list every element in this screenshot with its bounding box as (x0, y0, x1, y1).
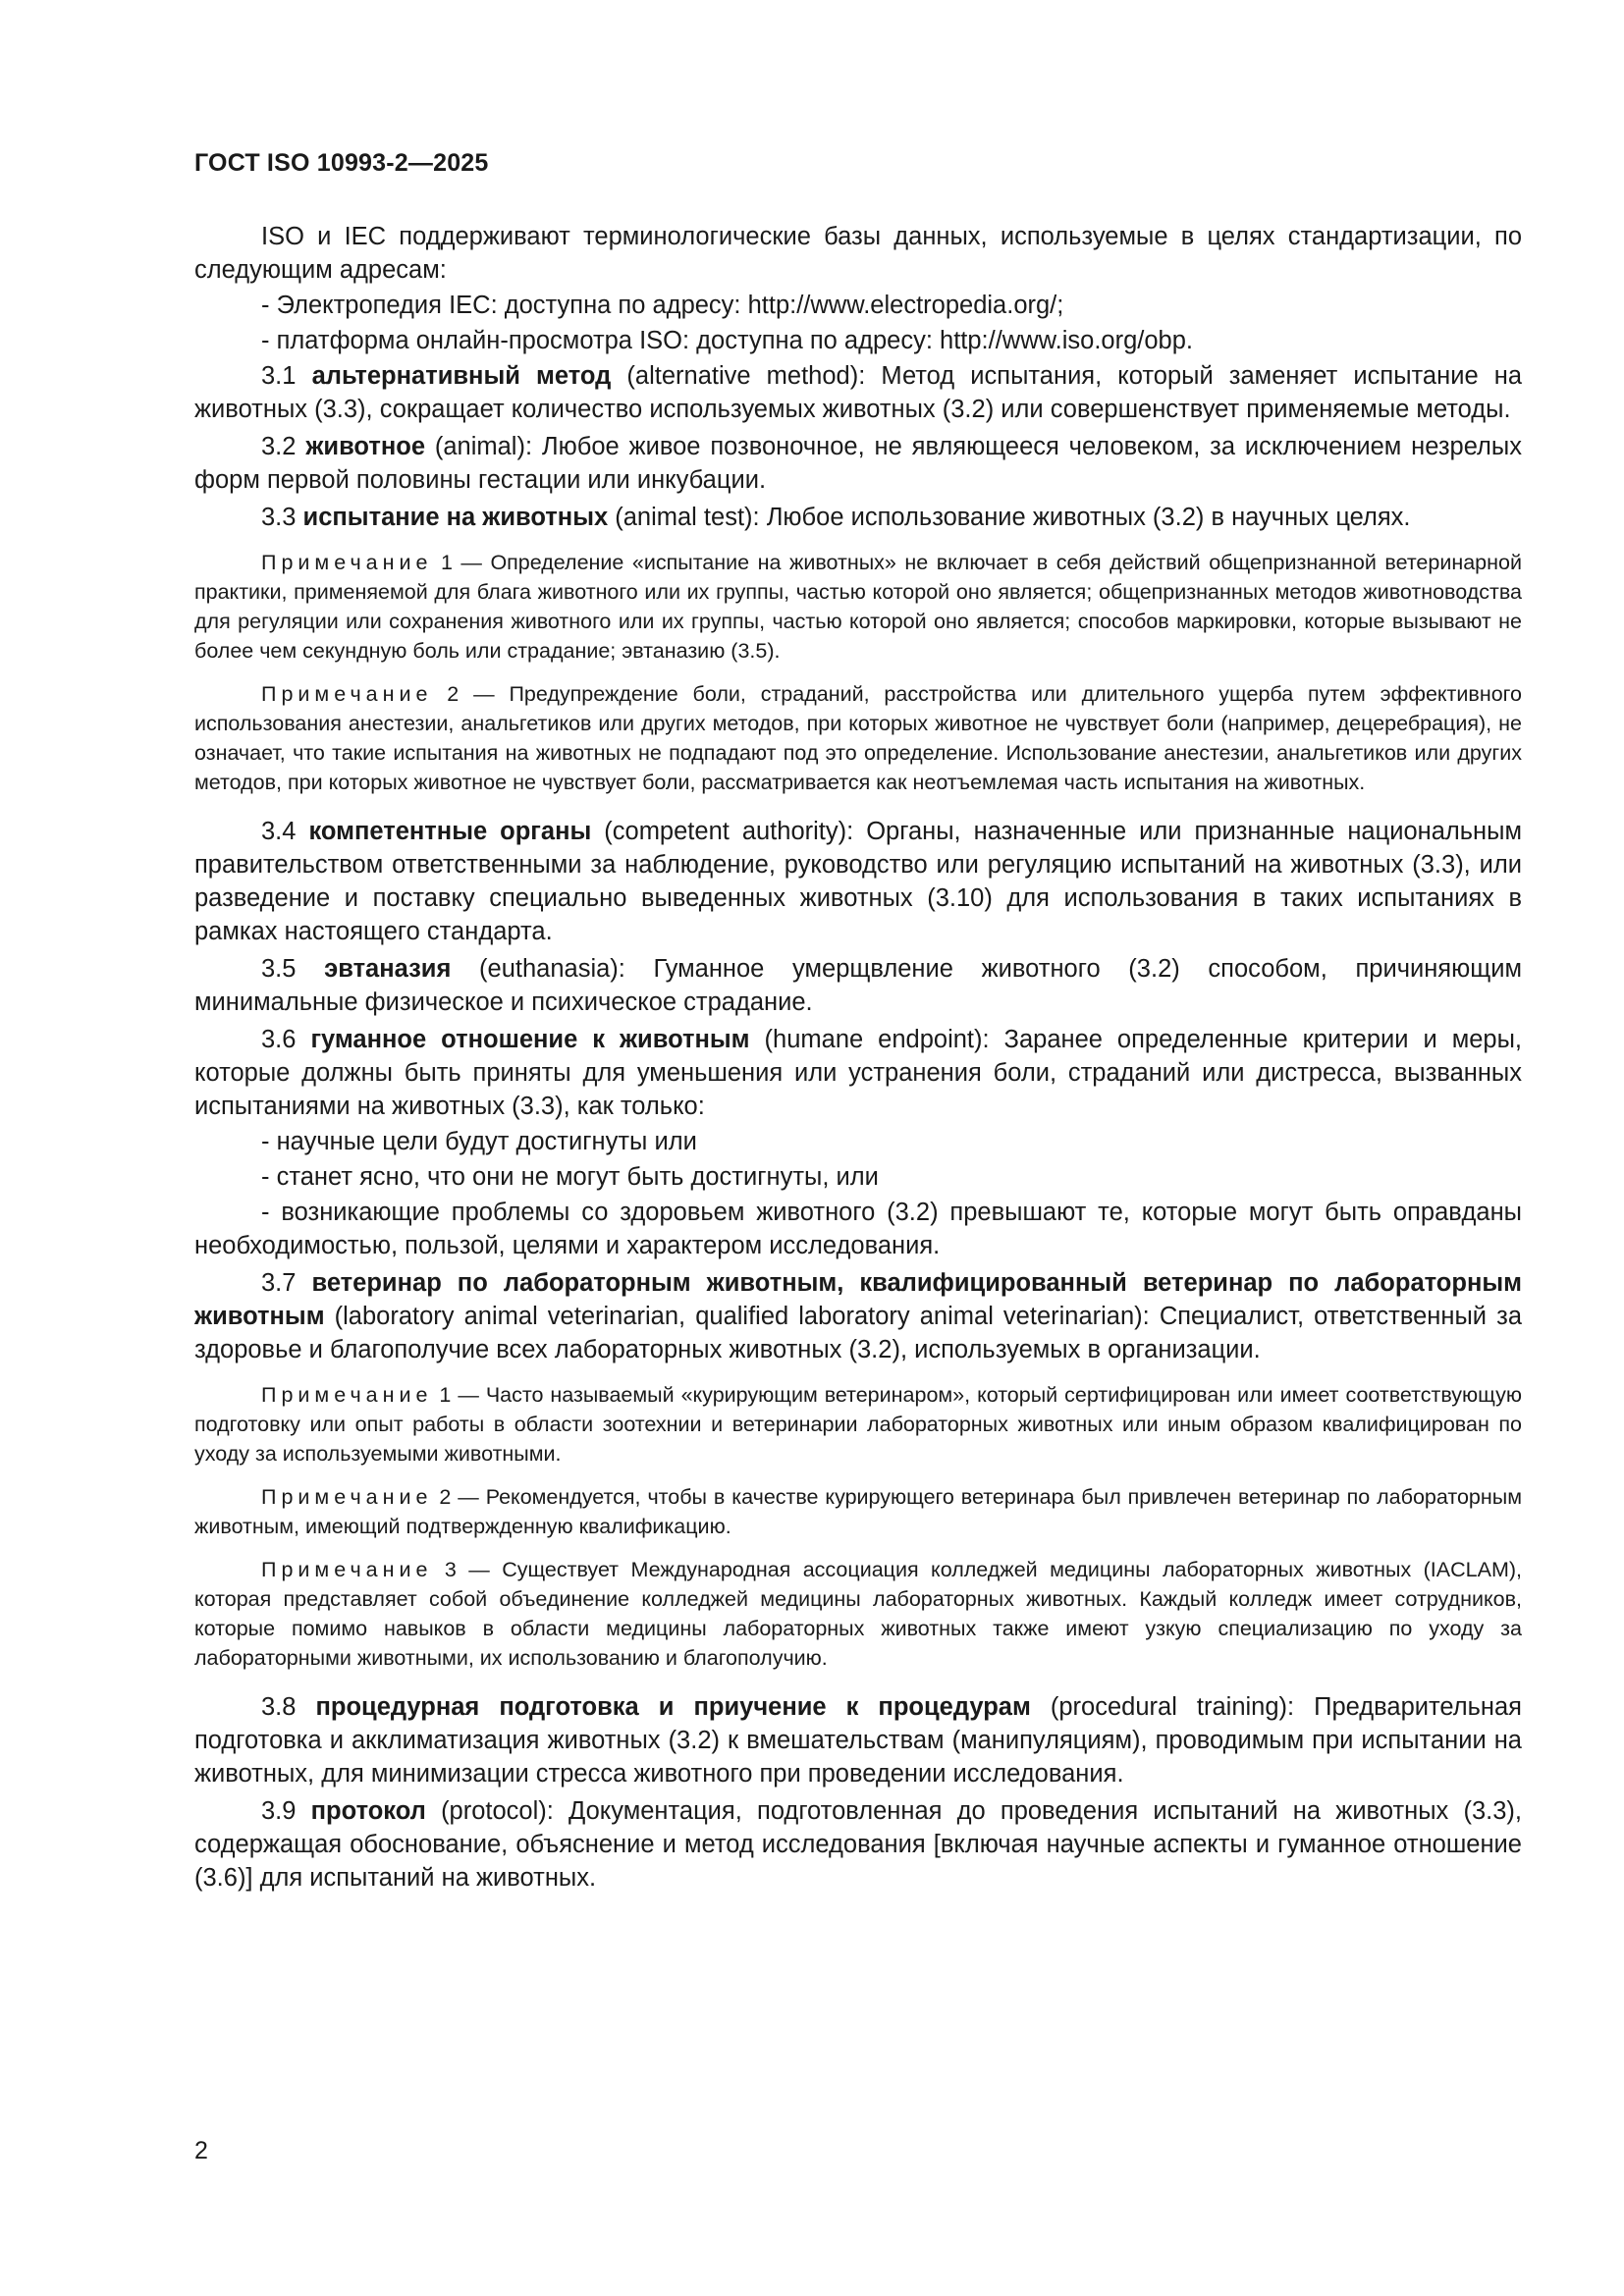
term-3-6-list-item: - возникающие проблемы со здоровьем животного (3.2) превышают те, которые могут быть оправданы необходимостью, пользой, целями и характером исследования. (194, 1199, 1522, 1259)
document-body (194, 220, 1522, 1896)
notes-3-3 (194, 548, 1522, 797)
note: Примечание 3 — Существует Международная ассоциация колледжей медицины лабораторных животных (IACLAM), которая представляет собой объединение колледжей медицины лабораторных животных. Каждый колледж имеет сотрудников, которые помимо навыков в области медицины лабораторных животных также имеют узкую специализацию по уходу за лабораторными животными, их использованию и благополучию. (194, 1558, 1522, 1670)
note: Примечание 2 — Предупреждение боли, страданий, расстройства или длительного ущерба путем эффективного использования анестезии, анальгетиков или других методов, при которых животное не чувствует боли (например, децеребрация), не означает, что такие испытания на животных не подпадают под это определение. Использование анестезии, анальгетиков или других методов, при которых животное не чувствует боли, рассматривается как неотъемлемая часть испытания на животных. (194, 682, 1522, 794)
note-label: Примечание (261, 1485, 433, 1509)
term-title: ветеринар по лабораторным животным, квалифицированный ветеринар по лабораторным животным (194, 1269, 1522, 1330)
note: Примечание 1 — Часто называемый «курирующим ветеринаром», который сертифицирован или имеет соответствующую подготовку или опыт работы в области зоотехнии и ветеринарии лабораторных животных или иным образом квалифицирован по уходу за используемыми животными. (194, 1383, 1522, 1466)
note: Примечание 2 — Рекомендуется, чтобы в качестве курирующего ветеринара был привлечен ветеринар по лабораторным животным, имеющий подтвержденную квалификацию. (194, 1485, 1522, 1538)
term-title: испытание на животных (302, 504, 609, 531)
document-header: ГОСТ ISO 10993-2—2025 (194, 149, 489, 177)
term-3-6: 3.6 гуманное отношение к животным (humane endpoint): Заранее определенные критерии и меры, которые должны быть приняты для уменьшения или устранения боли, страданий или дистресса, вызванных испытаниями на животных (3.3), как только: (194, 1026, 1522, 1120)
term-3-8: 3.8 процедурная подготовка и приучение к процедурам (procedural training): Предварительная подготовка и акклиматизация животных (3.2) к вмешательствам (манипуляциям), проводимым при испытании на животных, для минимизации стресса животного при проведении исследования. (194, 1693, 1522, 1788)
term-3-5: 3.5 эвтаназия (euthanasia): Гуманное умерщвление животного (3.2) способом, причиняющим минимальные физическое и психическое страдание. (194, 955, 1522, 1016)
intro-list-item: - Электропедия IEC: доступна по адресу: http://www.electropedia.org/; (261, 292, 1064, 319)
term-title: протокол (310, 1797, 426, 1825)
term-3-2: 3.2 животное (animal): Любое живое позвоночное, не являющееся человеком, за исключением незрелых форм первой половины гестации или инкубации. (194, 433, 1523, 494)
term-title: гуманное отношение к животным (310, 1026, 750, 1053)
term-title: процедурная подготовка и приучение к процедурам (315, 1693, 1031, 1721)
term-3-3: 3.3 испытание на животных (animal test): Любое использование животных (3.2) в научных целях. (261, 504, 1411, 531)
note-label: Примечание (261, 1558, 433, 1581)
note-label: Примечание (261, 682, 433, 706)
intro-paragraph: ISO и IEC поддерживают терминологические базы данных, используемые в целях стандартизации, по следующим адресам: (194, 223, 1522, 284)
page-number: 2 (194, 2137, 208, 2164)
term-title: эвтаназия (324, 955, 452, 983)
note: Примечание 1 — Определение «испытание на животных» не включает в себя действий общепризнанной ветеринарной практики, применяемой для блага животного или их группы, частью которой оно является; общепризнанных методов животноводства для регуляции или сохранения животного или их группы, частью которой оно является; способов маркировки, которые вызывают не более чем секундную боль или страдание; эвтаназию (3.5). (194, 551, 1522, 663)
term-3-9: 3.9 протокол (protocol): Документация, подготовленная до проведения испытаний на животных (3.3), содержащая обоснование, объяснение и метод исследования [включая научные аспекты и гуманное отношение (3.6)] для испытаний на животных. (194, 1797, 1522, 1892)
term-3-4: 3.4 компетентные органы (competent authority): Органы, назначенные или признанные национальным правительством ответственными за наблюдение, руководство или регуляцию испытаний на животных (3.3), или разведение и поставку специально выведенных животных (3.10) для использования в таких испытаниях в рамках настоящего стандарта. (194, 818, 1522, 945)
term-title: альтернативный метод (311, 362, 612, 390)
term-title: компетентные органы (308, 818, 592, 845)
term-title: животное (305, 433, 425, 460)
term-3-7: 3.7 ветеринар по лабораторным животным, квалифицированный ветеринар по лабораторным животным (laboratory animal veterinarian, qualified laboratory animal veterinarian): Специалист, ответственный за здоровье и благополучие всех лабораторных животных (3.2), используемых в организации. (194, 1269, 1522, 1363)
term-3-6-list-item: - станет ясно, что они не могут быть достигнуты, или (261, 1163, 879, 1191)
notes-3-7 (194, 1380, 1522, 1673)
note-label: Примечание (261, 1383, 433, 1407)
note-label: Примечание (261, 551, 433, 574)
term-3-1: 3.1 альтернативный метод (alternative method): Метод испытания, который заменяет испытание на животных (3.3), сокращает количество используемых животных (3.2) или совершенствует применяемые методы. (194, 362, 1522, 423)
term-3-6-list-item: - научные цели будут достигнуты или (261, 1128, 697, 1155)
intro-list-item: - платформа онлайн-просмотра ISO: доступна по адресу: http://www.iso.org/obp. (261, 327, 1193, 354)
